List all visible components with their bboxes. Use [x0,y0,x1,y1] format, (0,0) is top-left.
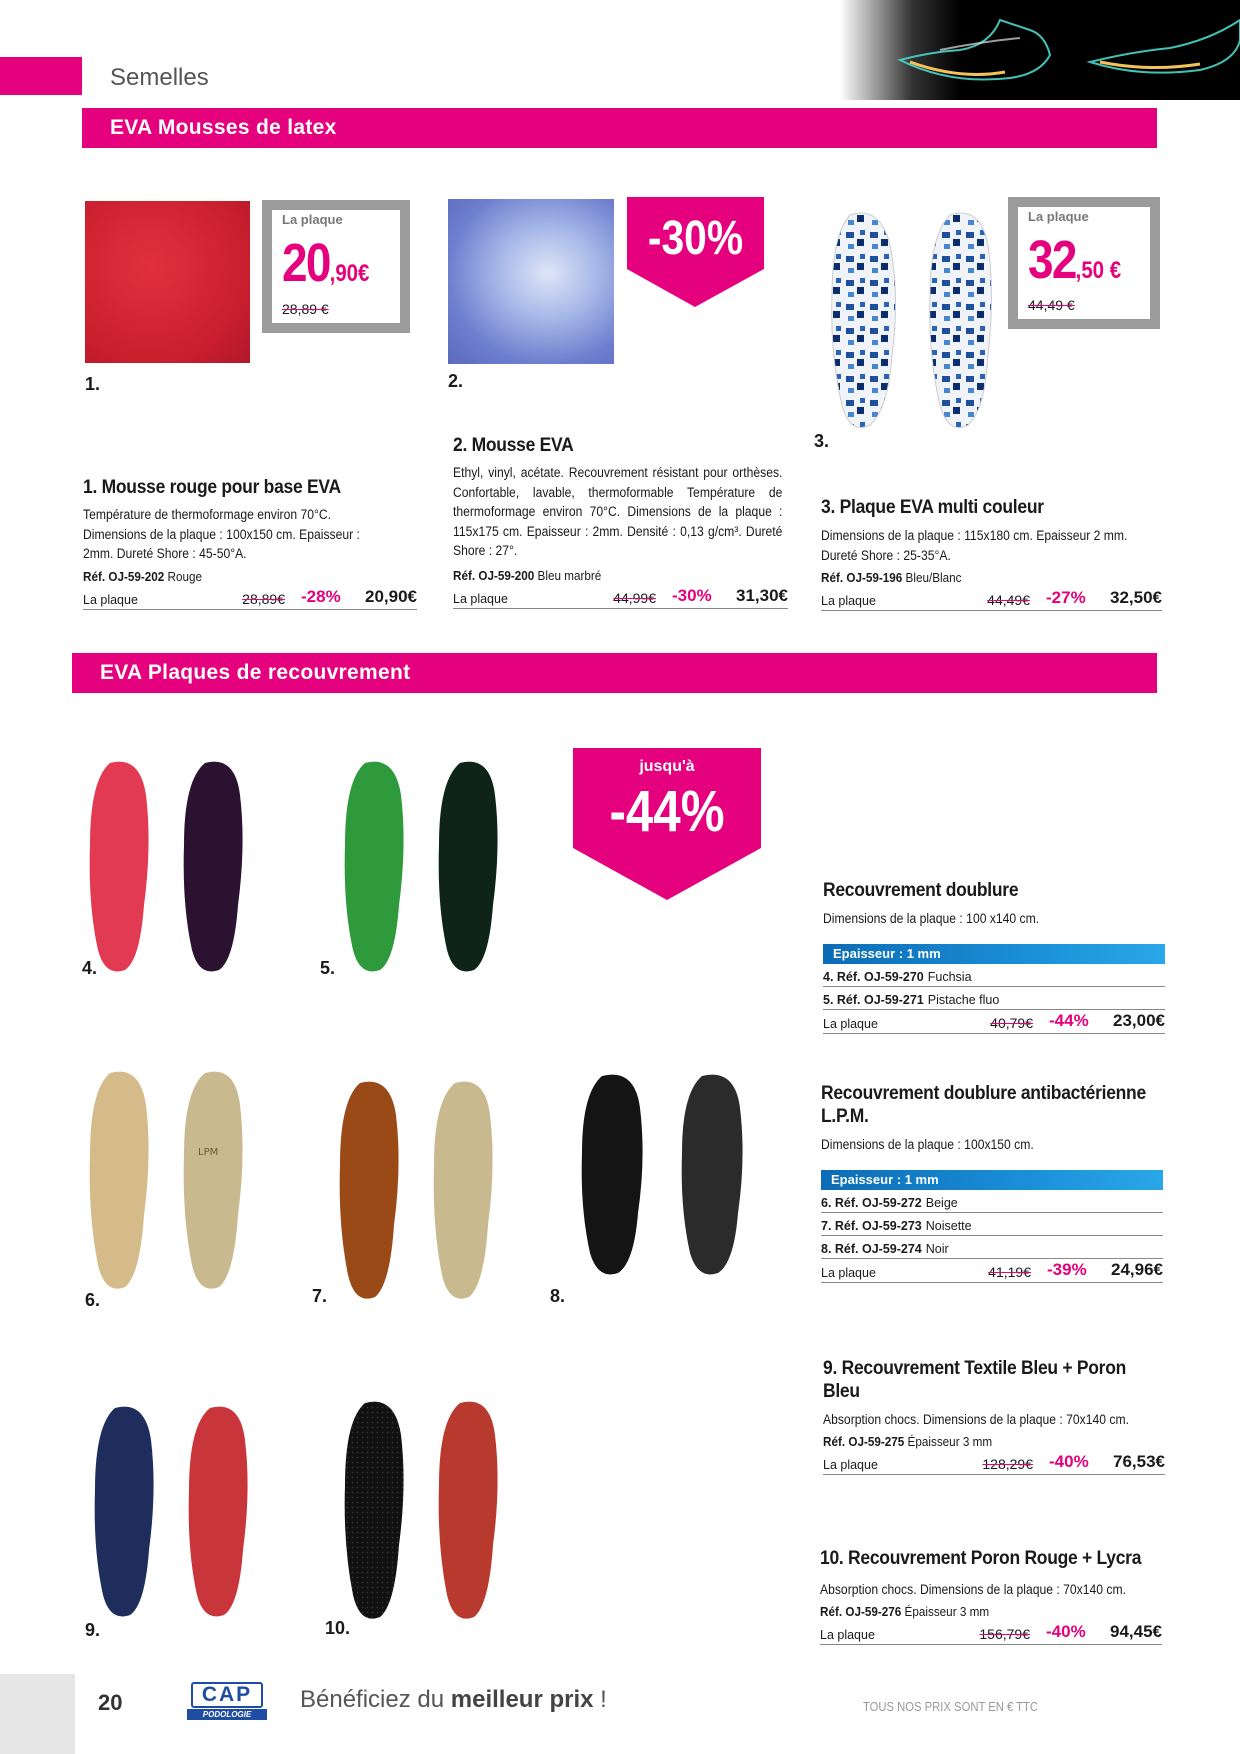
insoles-image-6 [80,1065,260,1295]
insoles-image-10 [335,1395,515,1625]
badge-price: 20,90€ [282,233,370,293]
product-title-3: 3. Plaque EVA multi couleur [821,497,1044,518]
footer-gray-block [0,1674,75,1754]
page-number: 20 [98,1690,123,1715]
product-title-9-line1: 9. Recouvrement Textile Bleu + Poron [823,1358,1127,1379]
item-number-3: 3. [814,431,830,451]
cap-logo: CAP PODOLOGIE [187,1682,267,1722]
product-ref-2: Réf. OJ-59-200 Bleu marbré [453,568,602,583]
product-title-antibac-1: Recouvrement doublure antibactérienne [821,1083,1146,1104]
product-title-2: 2. Mousse EVA [453,435,574,456]
price-badge-3 [1008,197,1160,329]
product-desc-9: Absorption chocs. Dimensions de la plaque : 70x140 cm. [823,1412,1129,1427]
product-title-antibac-2: L.P.M. [821,1106,869,1127]
product-ref-10: Réf. OJ-59-276 Épaisseur 3 mm [820,1604,990,1619]
product-title-9-line2: Bleu [823,1381,860,1402]
ref-row-7: 7. Réf. OJ-59-273 Noisette [821,1213,1163,1236]
product-image-blue-marble-foam [448,199,614,364]
header-left-accent [0,57,82,95]
product-image-red-foam [85,201,250,363]
product-ref-3: Réf. OJ-59-196 Bleu/Blanc [821,570,962,585]
insoles-image-7 [330,1075,510,1305]
item-number-9: 9. [85,1620,101,1640]
item-number-5: 5. [320,958,336,978]
price-badge-1 [262,200,410,333]
item-number-10: 10. [325,1618,351,1638]
product-desc-doublure: Dimensions de la plaque : 100 x140 cm. [823,911,1040,926]
item-number-4: 4. [82,958,98,978]
insoles-image-4 [80,755,260,975]
discount-badge-text: -30% [647,212,744,265]
price-row-1: La plaque 28,89€ -28% 20,90€ [83,586,417,610]
product-desc-1: Température de thermoformage environ 70°C. Dimensions de la plaque : 100x150 cm. Epaisseur : 2mm. Dureté Shore : 45-50°A. [83,507,360,561]
item-number-1: 1. [85,374,101,394]
discount-badge-prefix: jusqu'à [639,758,695,775]
price-row-9: La plaque 128,29€ -40% 76,53€ [823,1451,1165,1475]
section-title-latex: EVA Mousses de latex [82,108,1157,148]
ref-row-5: 5. Réf. OJ-59-271 Pistache fluo [823,987,1165,1010]
product-title-1: 1. Mousse rouge pour base EVA [83,477,341,498]
product-ref-1: Réf. OJ-59-202 Rouge [83,569,203,584]
ref-row-8: 8. Réf. OJ-59-274 Noir [821,1236,1163,1259]
header-category: Semelles [110,64,209,91]
badge-label: La plaque [282,212,343,227]
item-number-8: 8. [550,1286,566,1306]
insoles-image-9 [85,1400,265,1620]
svg-text:LPM: LPM [198,1147,219,1158]
badge-old-price: 44,49 € [1028,297,1075,313]
price-row-antibac: La plaque 41,19€ -39% 24,96€ [821,1259,1163,1283]
footer-slogan: Bénéficiez du meilleur prix ! [300,1686,607,1713]
insoles-image-8 [570,1068,760,1278]
discount-badge-44 [573,748,761,900]
product-desc-3: Dimensions de la plaque : 115x180 cm. Epaisseur 2 mm. Dureté Shore : 25-35°A. [821,528,1128,563]
product-desc-10: Absorption chocs. Dimensions de la plaque : 70x140 cm. [820,1582,1126,1597]
price-row-2: La plaque 44,99€ -30% 31,30€ [453,585,788,609]
discount-badge-text: -44% [609,779,725,844]
product-desc-2: Ethyl, vinyl, acétate. Recouvrement résistant pour orthèses. Confortable, lavable, thermoformable Température de thermoformage environ 70°C. Dimensions de la plaque : 115x175 cm. Epaisseur : 2mm. Densité : 0,13 g/cm³. Dureté Shore : 27°. [453,465,783,558]
product-title-10: 10. Recouvrement Poron Rouge + Lycra [820,1548,1142,1569]
product-desc-antibac: Dimensions de la plaque : 100x150 cm. [821,1137,1034,1152]
header-xray-image [840,0,1240,100]
product-title-doublure: Recouvrement doublure [823,880,1019,901]
badge-price: 32,50 € [1028,230,1122,290]
price-row-doublure: La plaque 40,79€ -44% 23,00€ [823,1010,1165,1034]
price-row-10: La plaque 156,79€ -40% 94,45€ [820,1621,1162,1645]
product-image-multicolor-insoles [820,205,1000,435]
badge-old-price: 28,89 € [282,301,329,317]
price-row-3: La plaque 44,49€ -27% 32,50€ [821,587,1162,611]
section-title-recouvrement: EVA Plaques de recouvrement [72,653,1157,693]
ref-row-4: 4. Réf. OJ-59-270 Fuchsia [823,964,1165,987]
footer-prices-note: TOUS NOS PRIX SONT EN € TTC [863,1700,1039,1714]
discount-badge-30 [627,197,764,307]
thickness-band-doublure: Epaisseur : 1 mm [823,944,1165,964]
item-number-2: 2. [448,371,464,391]
thickness-band-antibac: Epaisseur : 1 mm [821,1170,1163,1190]
badge-label: La plaque [1028,209,1089,224]
ref-row-6: 6. Réf. OJ-59-272 Beige [821,1190,1163,1213]
insoles-image-5 [335,755,515,975]
item-number-6: 6. [85,1290,101,1310]
product-ref-9: Réf. OJ-59-275 Épaisseur 3 mm [823,1434,993,1449]
item-number-7: 7. [312,1286,328,1306]
